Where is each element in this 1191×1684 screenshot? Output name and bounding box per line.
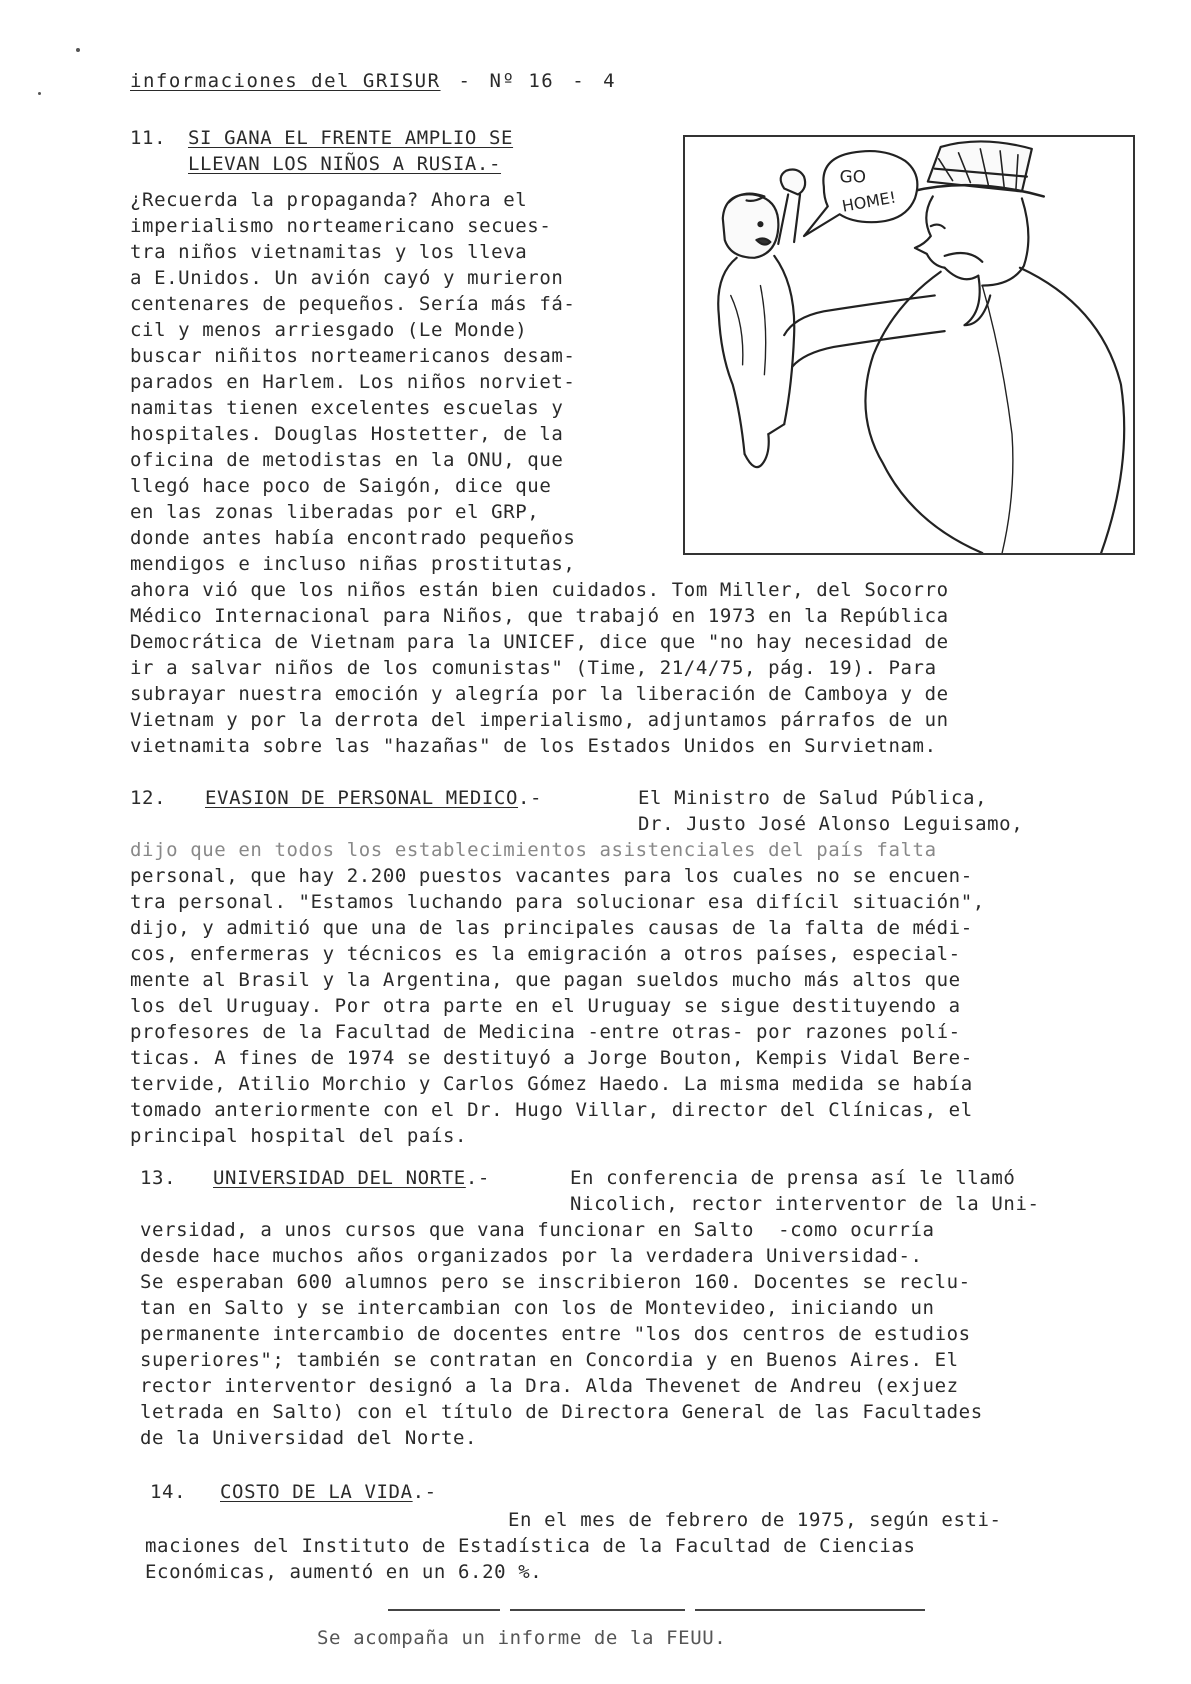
section-11-line: centenares de pequeños. Sería más fá- (130, 293, 576, 315)
section-14-title-suffix: .- (412, 1481, 437, 1503)
section-12-line: dijo que en todos los establecimientos asistenciales del país falta (130, 839, 937, 861)
section-12-line: tomado anteriormente con el Dr. Hugo Villar, director del Clínicas, el (130, 1099, 973, 1121)
section-13-line: tan en Salto y se intercambian con los de Montevideo, iniciando un (140, 1297, 935, 1319)
section-13-line: superiores"; también se contratan en Concordia y en Buenos Aires. El (140, 1349, 959, 1371)
section-12-line: cos, enfermeras y técnicos es la emigración a otros países, especial- (130, 943, 961, 965)
section-12-lead-line: Dr. Justo José Alonso Leguisamo, (638, 813, 1024, 835)
section-14-heading (220, 1479, 437, 1505)
section-14-lead-line: En el mes de febrero de 1975, según esti- (508, 1509, 1002, 1531)
section-12-line: tervide, Atilio Morchio y Carlos Gómez Haedo. La misma medida se había (130, 1073, 973, 1095)
cartoon-illustration (683, 135, 1135, 555)
section-12-line: personal, que hay 2.200 puestos vacantes para los cuales no se encuen- (130, 865, 973, 887)
issue-number: Nº 16 (489, 70, 555, 92)
speech-bubble (804, 151, 917, 236)
separator-rule (510, 1609, 685, 1611)
section-13-title-suffix: .- (465, 1167, 490, 1189)
section-14-title: COSTO DE LA VIDA (220, 1481, 413, 1503)
section-12-line: dijo, y admitió que una de las principales causas de la falta de médi- (130, 917, 973, 939)
section-11-line: imperialismo norteamericano secues- (130, 215, 552, 237)
section-11-line: Médico Internacional para Niños, que trabajó en 1973 en la República (130, 605, 949, 627)
section-13-line: Se esperaban 600 alumnos pero se inscribieron 160. Docentes se reclu- (140, 1271, 971, 1293)
uncle-sam-figure (784, 196, 1124, 553)
section-12-line: ticas. A fines de 1974 se destituyó a Jorge Bouton, Kempis Vidal Bere- (130, 1047, 973, 1069)
section-11-line: namitas tienen excelentes escuelas y (130, 397, 564, 419)
section-13-heading (213, 1165, 490, 1191)
footer-note: Se acompaña un informe de la FEUU. (317, 1627, 727, 1649)
separator-rule (695, 1609, 925, 1611)
section-13-number: 13. (140, 1167, 177, 1189)
section-13-line: rector interventor designó a la Dra. Alda Thevenet de Andreu (exjuez (140, 1375, 959, 1397)
section-11-line: cil y menos arriesgado (Le Monde) (130, 319, 528, 341)
section-14-line: Económicas, aumentó en un 6.20 %. (145, 1561, 543, 1583)
top-hat-icon (911, 141, 1044, 196)
section-11-line: tra niños vietnamitas y los lleva (130, 241, 528, 263)
speech-bubble-line-2: HOME! (840, 187, 898, 216)
section-11-line: oficina de metodistas en la ONU, que (130, 449, 564, 471)
section-13-line: permanente intercambio de docentes entre "los dos centros de estudios (140, 1323, 971, 1345)
section-11-line: ¿Recuerda la propaganda? Ahora el (130, 189, 528, 211)
section-14-line: maciones del Instituto de Estadística de la Facultad de Ciencias (145, 1535, 916, 1557)
section-12-line: profesores de la Facultad de Medicina -entre otras- por razones polí- (130, 1021, 961, 1043)
section-12-lead-line: El Ministro de Salud Pública, (638, 787, 988, 809)
section-11-line: Vietnam y por la derrota del imperialismo, adjuntamos párrafos de un (130, 709, 949, 731)
section-11-title-line-2: LLEVAN LOS NIÑOS A RUSIA.- (188, 153, 502, 175)
section-12-line: principal hospital del país. (130, 1125, 468, 1147)
section-12-line: los del Uruguay. Por otra parte en el Uruguay se sigue destituyendo a (130, 995, 961, 1017)
section-13-line: versidad, a unos cursos que vana funcionar en Salto -como ocurría (140, 1219, 935, 1241)
child-figure (718, 170, 805, 468)
section-11-line: en las zonas liberadas por el GRP, (130, 501, 540, 523)
section-11-line: parados en Harlem. Los niños norviet- (130, 371, 576, 393)
section-11-number: 11. (130, 127, 167, 149)
section-14-number: 14. (150, 1481, 187, 1503)
section-11-title-line-1: SI GANA EL FRENTE AMPLIO SE (188, 127, 514, 149)
speck (76, 48, 80, 52)
section-12-title: EVASION DE PERSONAL MEDICO (205, 787, 519, 809)
section-11-line: ir a salvar niños de los comunistas" (Time, 21/4/75, pág. 19). Para (130, 657, 937, 679)
speck (38, 92, 41, 95)
section-11-line: mendigos e incluso niñas prostitutas, (130, 553, 576, 575)
section-11-line: buscar niñitos norteamericanos desam- (130, 345, 576, 367)
section-12-heading (205, 785, 542, 811)
section-11-line: Democrática de Vietnam para la UNICEF, dice que "no hay necesidad de (130, 631, 949, 653)
speech-bubble-line-1: GO (839, 166, 866, 187)
section-11-line: subrayar nuestra emoción y alegría por la liberación de Camboya y de (130, 683, 949, 705)
section-11-line: a E.Unidos. Un avión cayó y murieron (130, 267, 564, 289)
section-13-line: desde hace muchos años organizados por la verdadera Universidad-. (140, 1245, 923, 1267)
page-number: 4 (603, 70, 617, 92)
section-13-lead-line: Nicolich, rector interventor de la Uni- (570, 1193, 1040, 1215)
section-13-lead-line: En conferencia de prensa así le llamó (570, 1167, 1016, 1189)
section-12-line: tra personal. "Estamos luchando para solucionar esa difícil situación", (130, 891, 985, 913)
page-header: informaciones del GRISUR - Nº 16 - 4 (130, 70, 617, 92)
section-11-line: vietnamita sobre las "hazañas" de los Estados Unidos en Survietnam. (130, 735, 937, 757)
publication-name: informaciones del GRISUR (130, 70, 441, 92)
section-12-line: mente al Brasil y la Argentina, que pagan sueldos mucho más altos que (130, 969, 961, 991)
section-13-line: letrada en Salto) con el título de Directora General de las Facultades (140, 1401, 983, 1423)
section-13-line: de la Universidad del Norte. (140, 1427, 478, 1449)
section-11-line: ahora vió que los niños están bien cuidados. Tom Miller, del Socorro (130, 579, 949, 601)
separator-rule (388, 1609, 500, 1611)
section-12-number: 12. (130, 787, 167, 809)
section-11-line: hospitales. Douglas Hostetter, de la (130, 423, 564, 445)
section-13-title: UNIVERSIDAD DEL NORTE (213, 1167, 466, 1189)
section-11-line: llegó hace poco de Saigón, dice que (130, 475, 552, 497)
section-12-title-suffix: .- (518, 787, 543, 809)
section-11-line: donde antes había encontrado pequeños (130, 527, 576, 549)
